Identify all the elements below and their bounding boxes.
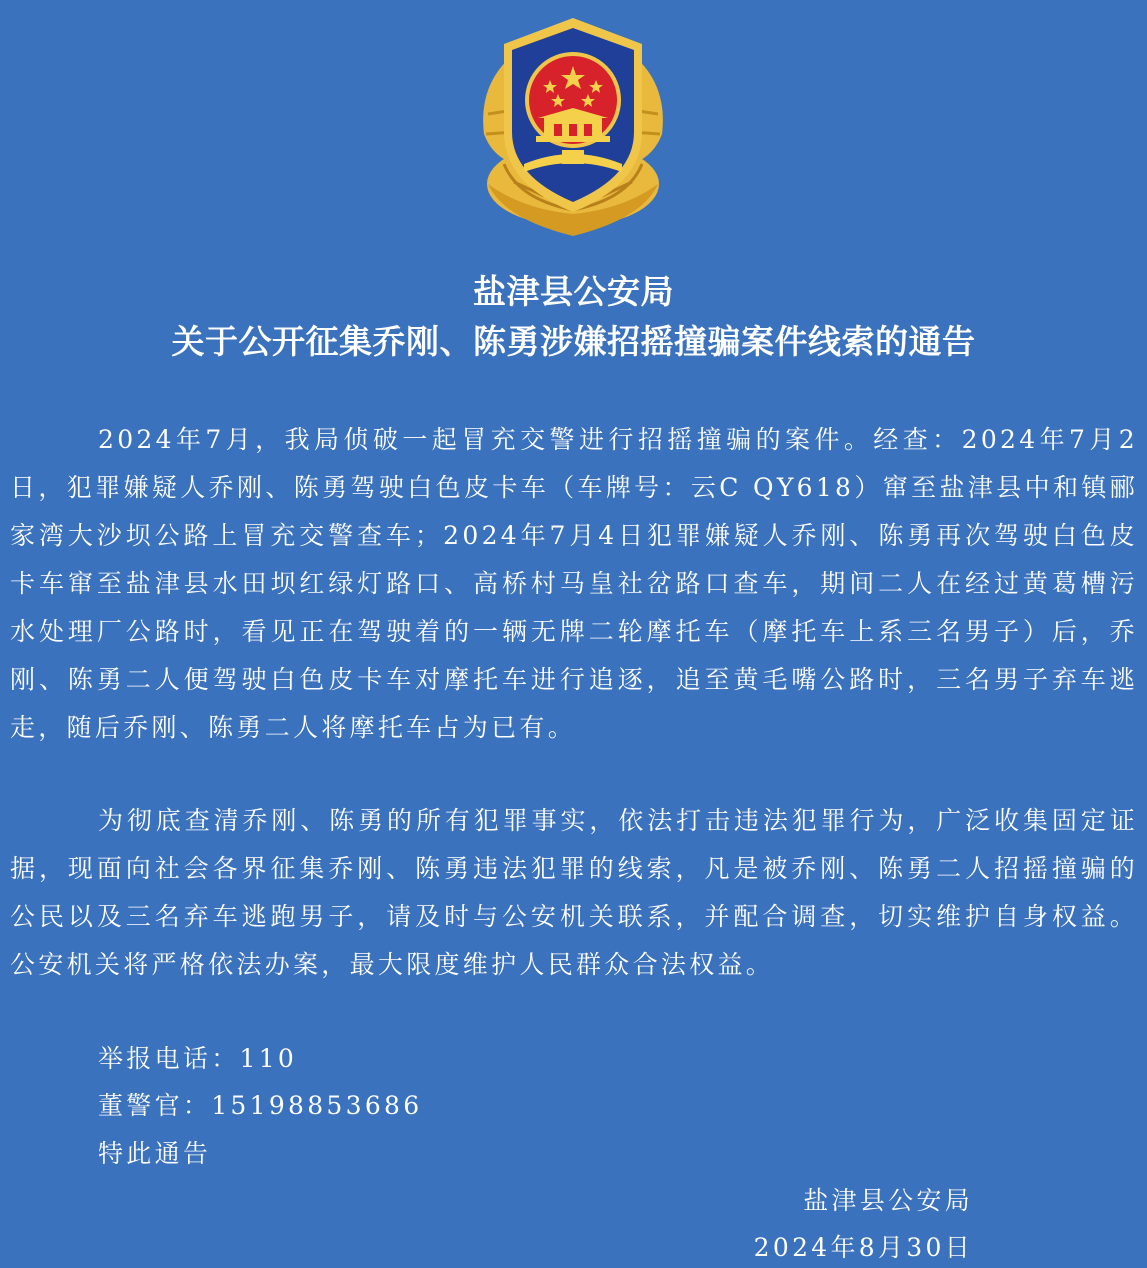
signature-date: 2024年8月30日 (753, 1233, 973, 1262)
closing-remark: 特此通告 (98, 1139, 212, 1168)
police-emblem-icon (474, 14, 672, 240)
notice-paragraph-case: 2024年7月，我局侦破一起冒充交警进行招摇撞骗的案件。经查：2024年7月2日，犯罪嫌疑人乔刚、陈勇驾驶白色皮卡车（车牌号：云C QY618）窜至盐津县中和镇郦家湾大沙坝公路上冒充交警查车；2024年7月4日犯罪嫌疑人乔刚、陈勇再次驾驶白色皮卡车窜至盐津县水田坝红绿灯路口、高桥村马皇社岔路口查车，期间二人在经过黄葛槽污水处理厂公路时，看见正在驾驶着的一辆无牌二轮摩托车（摩托车上系三名男子）后，乔刚、陈勇二人便驾驶白色皮卡车对摩托车进行追逐，追至黄毛嘴公路时，三名男子弃车逃走，随后乔刚、陈勇二人将摩托车占为已有。 (10, 425, 1138, 742)
report-hotline: 举报电话：110 (98, 1044, 298, 1073)
officer-contact: 董警官：15198853686 (98, 1091, 423, 1120)
notice-title-subject: 关于公开征集乔刚、陈勇涉嫌招摇撞骗案件线索的通告 (171, 322, 976, 361)
notice-paragraph-appeal: 为彻底查清乔刚、陈勇的所有犯罪事实，依法打击违法犯罪行为，广泛收集固定证据，现面向社会各界征集乔刚、陈勇违法犯罪的线索，凡是被乔刚、陈勇二人招摇撞骗的公民以及三名弃车逃跑男子，请及时与公安机关联系，并配合调查，切实维护自身权益。公安机关将严格依法办案，最大限度维护人民群众合法权益。 (10, 806, 1138, 979)
signature-org: 盐津县公安局 (803, 1186, 973, 1215)
notice-title-org: 盐津县公安局 (473, 272, 674, 311)
